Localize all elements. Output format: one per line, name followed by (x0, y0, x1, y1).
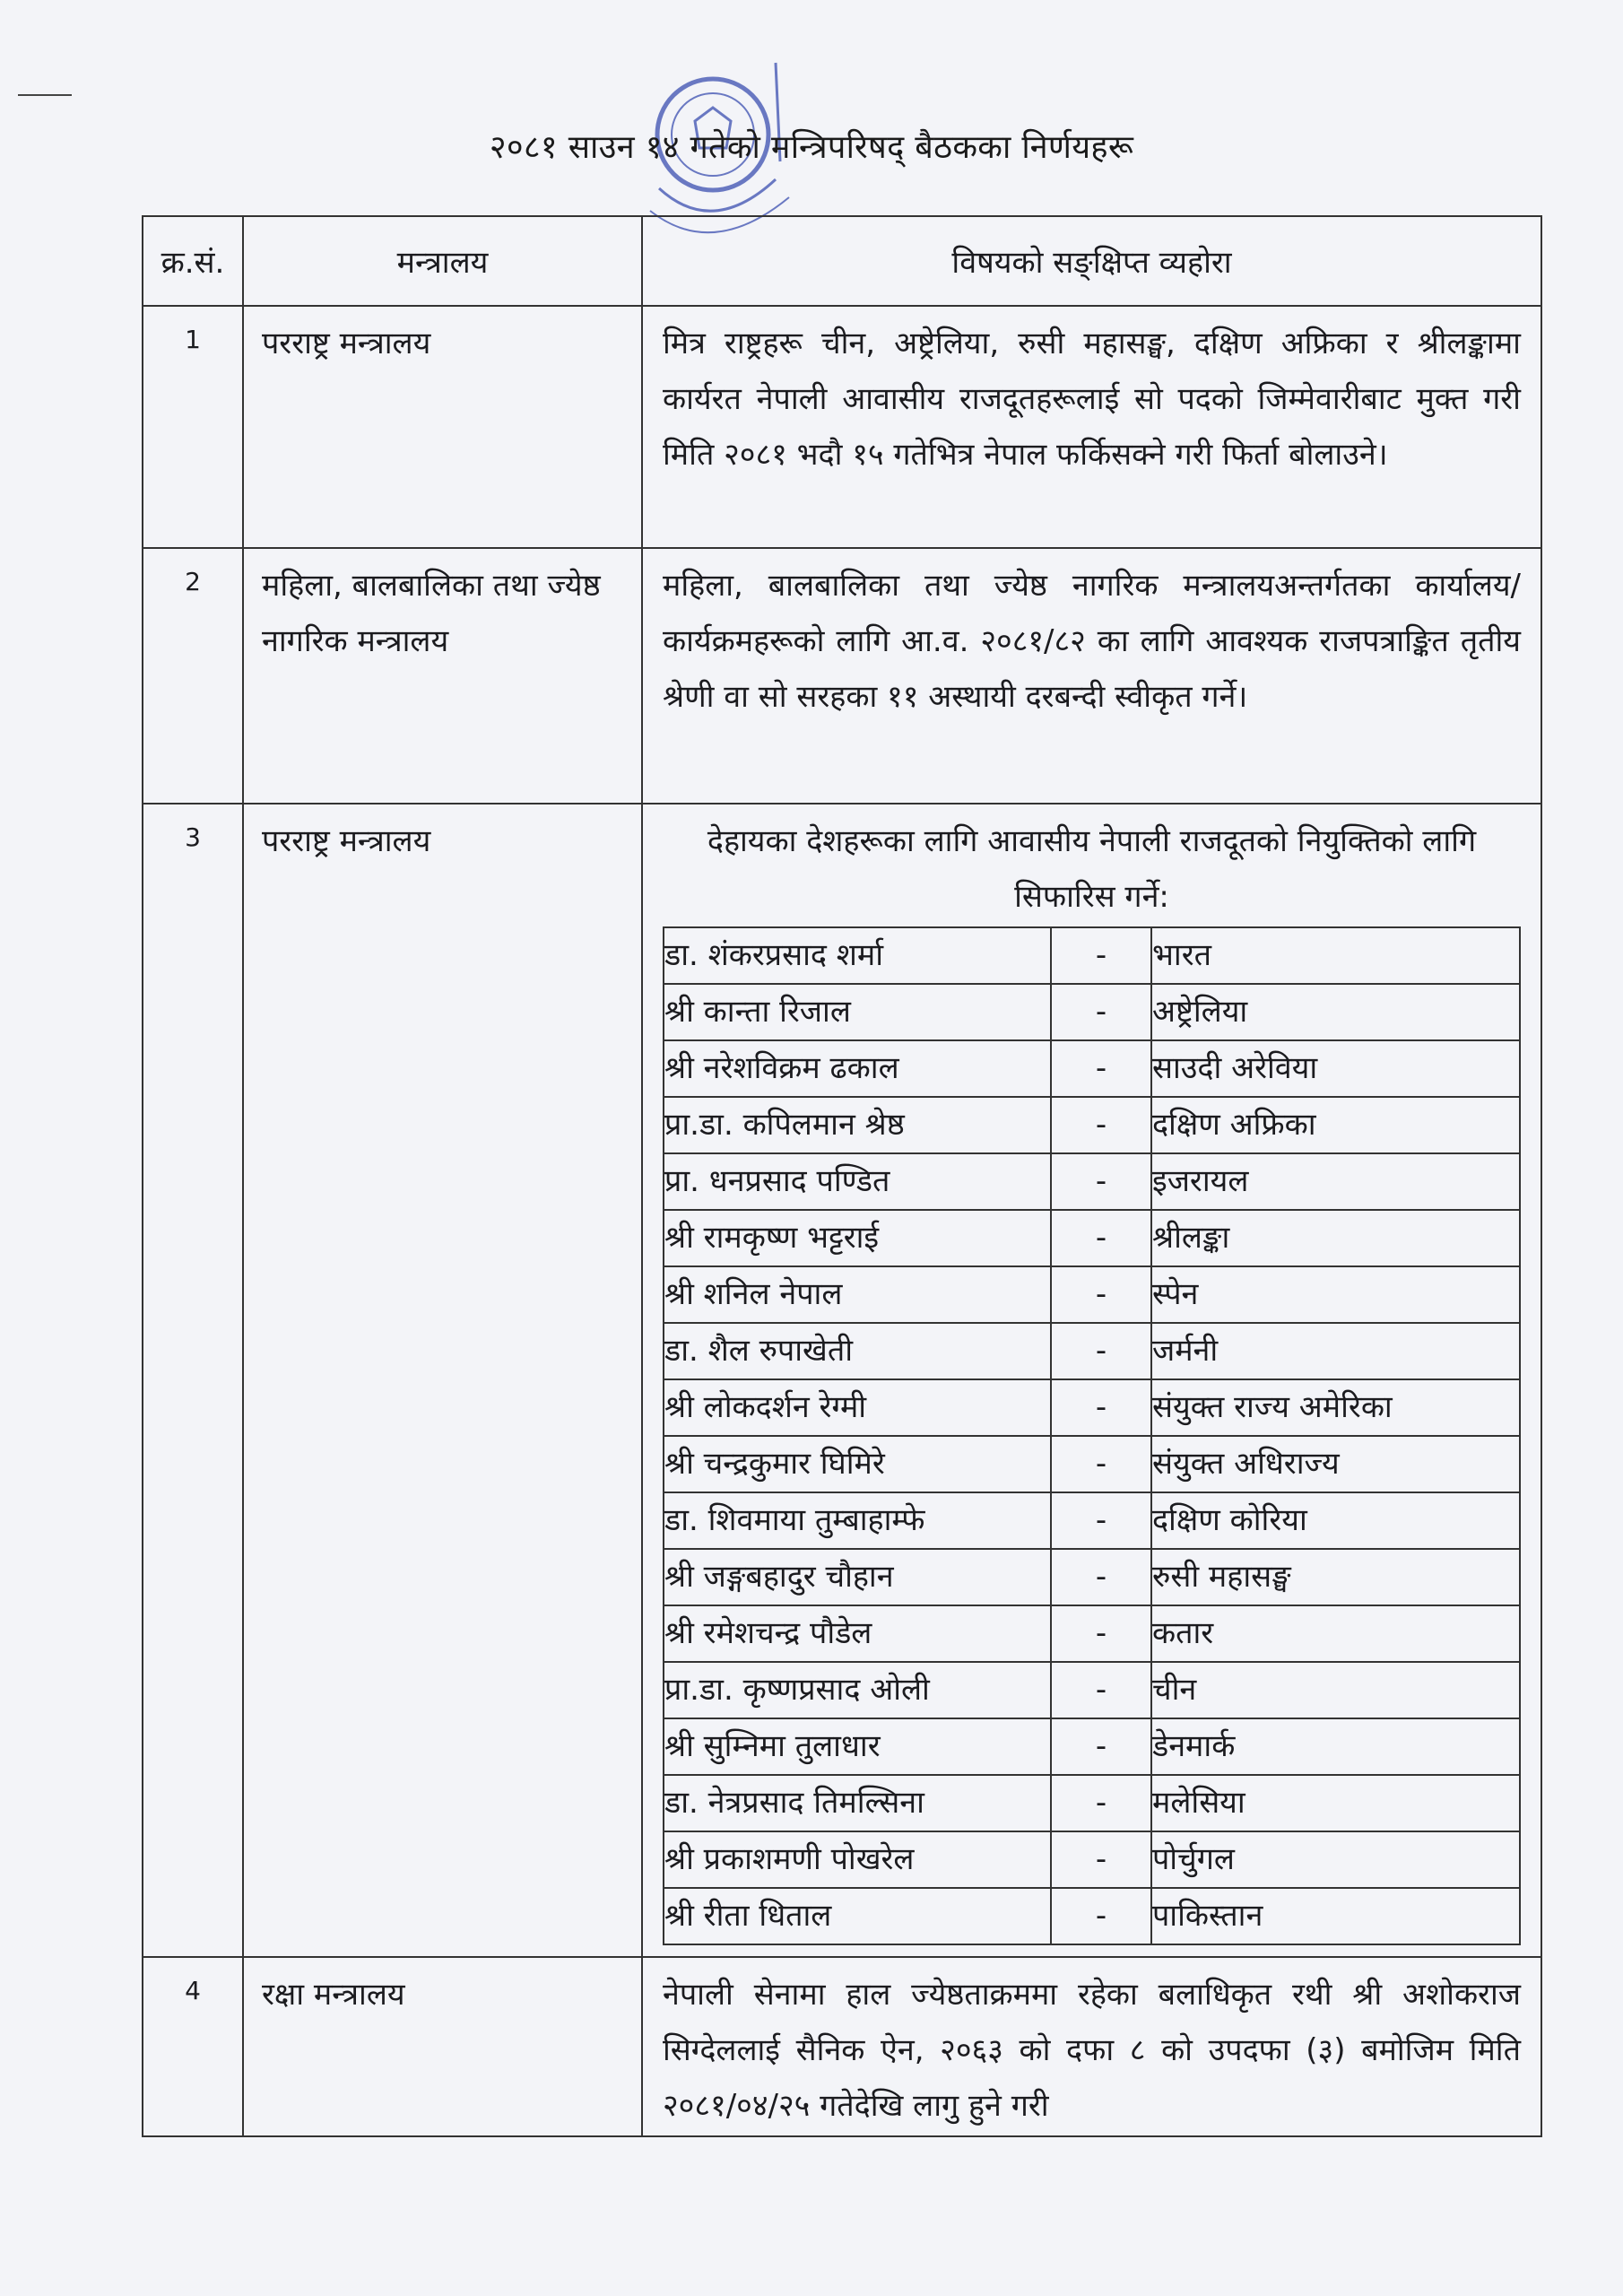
ambassador-country: स्पेन (1151, 1266, 1520, 1323)
ambassador-name: श्री शनिल नेपाल (664, 1266, 1051, 1323)
ambassador-row (664, 1549, 1520, 1605)
ambassador-country: दक्षिण अफ्रिका (1151, 1097, 1520, 1153)
ambassador-name: श्री रमेशचन्द्र पौडेल (664, 1605, 1051, 1662)
ambassador-country: अष्ट्रेलिया (1151, 984, 1520, 1040)
separator-dash: - (1051, 1323, 1151, 1379)
separator-dash: - (1051, 1379, 1151, 1436)
header-subject: विषयको सङ्क्षिप्त व्यहोरा (642, 216, 1541, 306)
ambassador-country: चीन (1151, 1662, 1520, 1718)
row-description: नेपाली सेनामा हाल ज्येष्ठताक्रममा रहेका बलाधिकृत रथी श्री अशोकराज सिग्देललाई सैनिक ऐन, २०६३ को दफा ८ को उपदफा (३) बमोजिम मिति २०८१/०४/२५ गतेदेखि लागु हुने गरी (642, 1957, 1541, 2136)
separator-dash: - (1051, 1210, 1151, 1266)
ambassador-country: पाकिस्तान (1151, 1888, 1520, 1944)
separator-dash: - (1051, 1040, 1151, 1097)
ambassador-name: प्रा. धनप्रसाद पण्डित (664, 1153, 1051, 1210)
separator-dash: - (1051, 1718, 1151, 1775)
row-ministry: महिला, बालबालिका तथा ज्येष्ठ नागरिक मन्त्रालय (243, 548, 642, 804)
separator-dash: - (1051, 1831, 1151, 1888)
ambassador-country: इजरायल (1151, 1153, 1520, 1210)
ambassador-row (664, 1831, 1520, 1888)
ambassador-name: डा. नेत्रप्रसाद तिमल्सिना (664, 1775, 1051, 1831)
ambassador-row (664, 1775, 1520, 1831)
ambassador-row (664, 1662, 1520, 1718)
table-row (143, 306, 1541, 548)
row-description: मित्र राष्ट्रहरू चीन, अष्ट्रेलिया, रुसी महासङ्घ, दक्षिण अफ्रिका र श्रीलङ्कामा कार्यरत नेपाली आवासीय राजदूतहरूलाई सो पदको जिम्मेवारीबाट मुक्त गरी मिति २०८१ भदौ १५ गतेभित्र नेपाल फर्किसक्ने गरी फिर्ता बोलाउने। (642, 306, 1541, 548)
ambassador-country: दक्षिण कोरिया (1151, 1492, 1520, 1549)
separator-dash: - (1051, 1605, 1151, 1662)
page-edge-mark (18, 94, 72, 96)
ambassador-name: श्री नरेशविक्रम ढकाल (664, 1040, 1051, 1097)
table-row (143, 1957, 1541, 2136)
ambassador-name: डा. शंकरप्रसाद शर्मा (664, 927, 1051, 984)
ambassador-name: श्री जङ्गबहादुर चौहान (664, 1549, 1051, 1605)
separator-dash: - (1051, 1662, 1151, 1718)
ambassador-name: प्रा.डा. कपिलमान श्रेष्ठ (664, 1097, 1051, 1153)
ambassador-row (664, 1210, 1520, 1266)
ambassador-country: डेनमार्क (1151, 1718, 1520, 1775)
separator-dash: - (1051, 1775, 1151, 1831)
ambassador-row (664, 1436, 1520, 1492)
ambassador-name: श्री रामकृष्ण भट्टराई (664, 1210, 1051, 1266)
row-ministry: रक्षा मन्त्रालय (243, 1957, 642, 2136)
row-description (642, 804, 1541, 1957)
ambassador-country: पोर्चुगल (1151, 1831, 1520, 1888)
separator-dash: - (1051, 984, 1151, 1040)
table-header-row (143, 216, 1541, 306)
ambassador-row (664, 984, 1520, 1040)
cabinet-decisions-table (142, 215, 1542, 2137)
ambassador-row (664, 1718, 1520, 1775)
ambassador-country: श्रीलङ्का (1151, 1210, 1520, 1266)
ambassador-row (664, 1492, 1520, 1549)
row-ministry: परराष्ट्र मन्त्रालय (243, 306, 642, 548)
ambassador-list (663, 926, 1521, 1945)
ambassador-name: श्री कान्ता रिजाल (664, 984, 1051, 1040)
separator-dash: - (1051, 1153, 1151, 1210)
ambassador-country: भारत (1151, 927, 1520, 984)
ambassador-row (664, 1153, 1520, 1210)
ambassador-row (664, 1323, 1520, 1379)
table-row (143, 548, 1541, 804)
row-description: महिला, बालबालिका तथा ज्येष्ठ नागरिक मन्त्रालयअन्तर्गतका कार्यालय/कार्यक्रमहरूको लागि आ.व. २०८१/८२ का लागि आवश्यक राजपत्राङ्कित तृतीय श्रेणी वा सो सरहका ११ अस्थायी दरबन्दी स्वीकृत गर्ने। (642, 548, 1541, 804)
separator-dash: - (1051, 927, 1151, 984)
ambassador-row (664, 927, 1520, 984)
ambassador-country: संयुक्त अधिराज्य (1151, 1436, 1520, 1492)
separator-dash: - (1051, 1492, 1151, 1549)
ambassador-row (664, 1888, 1520, 1944)
row-serial-number: 2 (143, 548, 243, 804)
ambassador-name: श्री सुम्निमा तुलाधार (664, 1718, 1051, 1775)
ambassador-row (664, 1097, 1520, 1153)
ambassador-name: डा. शिवमाया तुम्बाहाम्फे (664, 1492, 1051, 1549)
ambassador-country: संयुक्त राज्य अमेरिका (1151, 1379, 1520, 1436)
ambassador-country: साउदी अरेविया (1151, 1040, 1520, 1097)
ambassador-country: कतार (1151, 1605, 1520, 1662)
separator-dash: - (1051, 1888, 1151, 1944)
header-ministry: मन्त्रालय (243, 216, 642, 306)
header-serial-number: क्र.सं. (143, 216, 243, 306)
separator-dash: - (1051, 1266, 1151, 1323)
ambassador-country: जर्मनी (1151, 1323, 1520, 1379)
ambassador-name: प्रा.डा. कृष्णप्रसाद ओली (664, 1662, 1051, 1718)
row-serial-number: 3 (143, 804, 243, 1957)
row-serial-number: 1 (143, 306, 243, 548)
page-title: २०८१ साउन १४ गतेको मन्त्रिपरिषद् बैठकका निर्णयहरू (489, 129, 1134, 166)
ambassador-name: श्री रीता धिताल (664, 1888, 1051, 1944)
separator-dash: - (1051, 1097, 1151, 1153)
ambassador-name: श्री प्रकाशमणी पोखरेल (664, 1831, 1051, 1888)
ambassador-row (664, 1379, 1520, 1436)
ambassador-name: श्री चन्द्रकुमार घिमिरे (664, 1436, 1051, 1492)
ambassador-name: डा. शैल रुपाखेती (664, 1323, 1051, 1379)
row-serial-number: 4 (143, 1957, 243, 2136)
ambassador-name: श्री लोकदर्शन रेग्मी (664, 1379, 1051, 1436)
ambassador-row (664, 1040, 1520, 1097)
ambassador-intro-text: देहायका देशहरूका लागि आवासीय नेपाली राजदूतको नियुक्तिको लागि सिफारिस गर्ने: (707, 823, 1477, 915)
ambassador-row (664, 1266, 1520, 1323)
table-row (143, 804, 1541, 1957)
row-ministry: परराष्ट्र मन्त्रालय (243, 804, 642, 1957)
separator-dash: - (1051, 1436, 1151, 1492)
ambassador-country: रुसी महासङ्घ (1151, 1549, 1520, 1605)
ambassador-row (664, 1605, 1520, 1662)
separator-dash: - (1051, 1549, 1151, 1605)
ambassador-country: मलेसिया (1151, 1775, 1520, 1831)
